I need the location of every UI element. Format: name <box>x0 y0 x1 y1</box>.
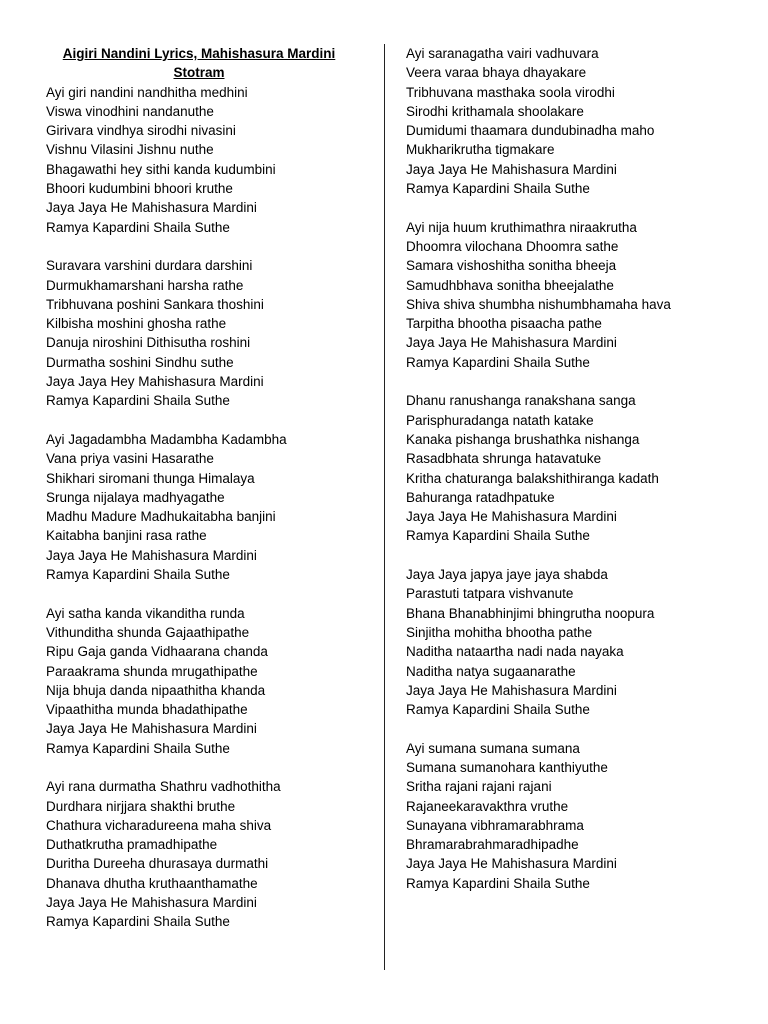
lyric-line: Durdhara nirjjara shakthi bruthe <box>46 798 236 814</box>
lyric-line: Jaya Jaya Hey Mahishasura Mardini <box>46 374 264 390</box>
stanza <box>46 256 366 410</box>
lyric-line: Suravara varshini durdara darshini <box>46 258 253 274</box>
lyric-line: Ayi saranagatha vairi vadhuvara <box>406 46 599 61</box>
lyric-line: Jaya Jaya He Mahishasura Mardini <box>406 682 617 698</box>
lyric-line: Bhramarabrahmaradhipadhe <box>406 837 579 853</box>
lyric-line: Tarpitha bhootha pisaacha pathe <box>406 316 602 332</box>
lyric-line: Durmukhamarshani harsha rathe <box>46 277 244 293</box>
lyric-line: Parastuti tatpara vishvanute <box>406 586 574 602</box>
stanza <box>46 430 366 584</box>
lyric-line: Ramya Kapardini Shaila Suthe <box>46 219 230 235</box>
lyric-line: Ramya Kapardini Shaila Suthe <box>406 875 590 891</box>
left-stanzas <box>46 83 366 932</box>
lyric-line: Kilbisha moshini ghosha rathe <box>46 316 227 332</box>
lyric-line: Ayi Jagadambha Madambha Kadambha <box>46 431 287 447</box>
left-column <box>46 44 366 951</box>
lyric-line: Ramya Kapardini Shaila Suthe <box>46 914 230 930</box>
lyric-line: Bahuranga ratadhpatuke <box>406 489 555 505</box>
lyric-line: Ayi nija huum kruthimathra niraakrutha <box>406 219 637 235</box>
lyric-line: Ripu Gaja ganda Vidhaarana chanda <box>46 644 268 660</box>
lyric-line: Ramya Kapardini Shaila Suthe <box>406 702 590 718</box>
lyric-line: Vithunditha shunda Gajaathipathe <box>46 624 250 640</box>
lyric-line: Dhanu ranushanga ranakshana sanga <box>406 393 636 409</box>
lyric-line: Samudhbhava sonitha bheejalathe <box>406 277 614 293</box>
lyric-line: Viswa vinodhini nandanuthe <box>46 103 214 119</box>
right-column <box>406 44 746 912</box>
lyric-line: Madhu Madure Madhukaitabha banjini <box>46 509 276 525</box>
lyric-line: Sunayana vibhramarabhrama <box>406 817 584 833</box>
lyric-line: Tribhuvana poshini Sankara thoshini <box>46 296 264 312</box>
lyric-line: Jaya Jaya He Mahishasura Mardini <box>46 547 257 563</box>
lyric-line: Girivara vindhya sirodhi nivasini <box>46 123 236 139</box>
lyric-line: Bhoori kudumbini bhoori kruthe <box>46 181 233 197</box>
lyric-line: Ramya Kapardini Shaila Suthe <box>406 354 590 370</box>
lyric-line: Rajaneekaravakthra vruthe <box>406 798 569 814</box>
lyric-line: Naditha natya sugaanarathe <box>406 663 576 679</box>
lyric-line: Veera varaa bhaya dhayakare <box>406 65 587 81</box>
lyric-line: Jaya Jaya He Mahishasura Mardini <box>46 200 257 216</box>
lyric-line: Shiva shiva shumbha nishumbhamaha hava <box>406 296 671 312</box>
lyric-line: Kritha chaturanga balakshithiranga kadath <box>406 470 659 486</box>
lyric-line: Vana priya vasini Hasarathe <box>46 451 214 467</box>
lyric-line: Sirodhi krithamala shoolakare <box>406 103 584 119</box>
right-stanzas <box>406 44 746 893</box>
lyric-line: Dumidumi thaamara dundubinadha maho <box>406 123 655 139</box>
lyric-line: Sinjitha mohitha bhootha pathe <box>406 624 593 640</box>
lyric-line: Jaya Jaya He Mahishasura Mardini <box>406 856 617 872</box>
lyric-line: Bhagawathi hey sithi kanda kudumbini <box>46 161 276 177</box>
stanza <box>46 604 366 758</box>
lyric-line: Naditha nataartha nadi nada nayaka <box>406 644 624 660</box>
lyric-line: Kanaka pishanga brushathka nishanga <box>406 431 640 447</box>
lyric-line: Ramya Kapardini Shaila Suthe <box>46 393 230 409</box>
lyric-line: Chathura vicharadureena maha shiva <box>46 817 272 833</box>
lyric-line: Jaya Jaya japya jaye jaya shabda <box>406 567 608 583</box>
lyric-line: Durmatha soshini Sindhu suthe <box>46 354 234 370</box>
lyric-line: Shikhari siromani thunga Himalaya <box>46 470 255 486</box>
lyric-line: Ayi giri nandini nandhitha medhini <box>46 84 248 100</box>
lyric-line: Danuja niroshini Dithisutha roshini <box>46 335 251 351</box>
lyric-line: Duthatkrutha pramadhipathe <box>46 837 218 853</box>
lyric-line: Kaitabha banjini rasa rathe <box>46 528 207 544</box>
lyric-line: Sritha rajani rajani rajani <box>406 779 552 795</box>
lyric-line: Dhanava dhutha kruthaanthamathe <box>46 875 258 891</box>
lyric-line: Duritha Dureeha dhurasaya durmathi <box>46 856 269 872</box>
lyric-line: Ramya Kapardini Shaila Suthe <box>406 528 590 544</box>
stanza <box>406 44 746 198</box>
lyric-line: Ramya Kapardini Shaila Suthe <box>46 740 230 756</box>
lyric-line: Samara vishoshitha sonitha bheeja <box>406 258 617 274</box>
lyric-line: Jaya Jaya He Mahishasura Mardini <box>46 895 257 911</box>
column-divider <box>384 44 385 970</box>
stanza <box>406 218 746 372</box>
lyric-line: Ramya Kapardini Shaila Suthe <box>46 567 230 583</box>
lyric-line: Ayi satha kanda vikanditha runda <box>46 605 245 621</box>
stanza <box>46 83 366 237</box>
lyric-line: Mukharikrutha tigmakare <box>406 142 555 158</box>
lyric-line: Paraakrama shunda mrugathipathe <box>46 663 258 679</box>
stanza <box>406 739 746 893</box>
lyric-line: Vishnu Vilasini Jishnu nuthe <box>46 142 214 158</box>
lyric-line: Tribhuvana masthaka soola virodhi <box>406 84 615 100</box>
lyric-line: Jaya Jaya He Mahishasura Mardini <box>46 721 257 737</box>
lyric-line: Jaya Jaya He Mahishasura Mardini <box>406 161 617 177</box>
stanza <box>406 565 746 719</box>
lyric-line: Sumana sumanohara kanthiyuthe <box>406 759 608 775</box>
lyric-line: Bhana Bhanabhinjimi bhingrutha noopura <box>406 605 655 621</box>
lyric-line: Jaya Jaya He Mahishasura Mardini <box>406 335 617 351</box>
lyric-line: Ayi sumana sumana sumana <box>406 740 580 756</box>
lyric-line: Vipaathitha munda bhadathipathe <box>46 702 248 718</box>
lyric-line: Ramya Kapardini Shaila Suthe <box>406 181 590 197</box>
lyric-line: Dhoomra vilochana Dhoomra sathe <box>406 238 619 254</box>
lyric-line: Parisphuradanga natath katake <box>406 412 594 428</box>
stanza <box>46 777 366 931</box>
page-title: Aigiri Nandini Lyrics, Mahishasura Mardini Stotram <box>62 46 336 81</box>
lyric-line: Nija bhuja danda nipaathitha khanda <box>46 682 266 698</box>
lyric-line: Srunga nijalaya madhyagathe <box>46 489 225 505</box>
lyric-line: Jaya Jaya He Mahishasura Mardini <box>406 509 617 525</box>
lyric-line: Rasadbhata shrunga hatavatuke <box>406 451 602 467</box>
lyric-line: Ayi rana durmatha Shathru vadhothitha <box>46 779 281 795</box>
stanza <box>406 391 746 545</box>
